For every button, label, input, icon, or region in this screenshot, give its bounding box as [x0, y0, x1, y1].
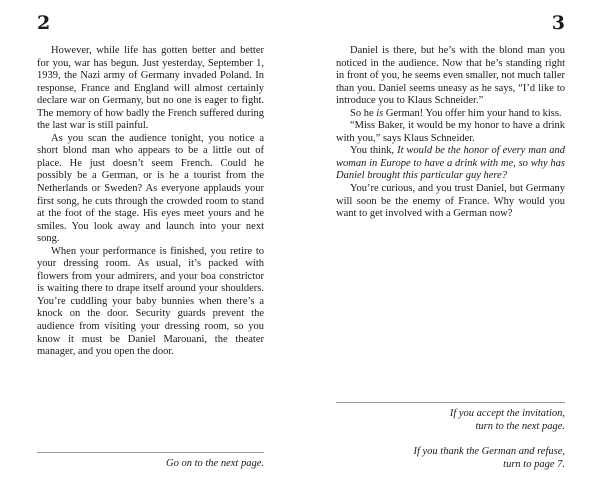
- choice-options: [336, 407, 565, 471]
- paragraph: “Miss Baker, it would be my honor to have a drink with you,” says Klaus Schneider.: [336, 120, 565, 144]
- page-number-right: 3: [551, 12, 565, 34]
- page-3: [336, 0, 565, 492]
- page-3-body: [336, 45, 565, 221]
- page-3-footer: [336, 402, 565, 483]
- paragraph: As you scan the audience tonight, you notice a short blond man who appears to be a little out of place. He just doesn’t seem French. Could he possibly be a German, or is he a tourist from the Netherlands or Sweden? As everyone applauds your first song, he cuts through the crowded room to stand at the foot of the stage. His eyes meet yours and he smiles. You look away and launch into your next song.: [37, 132, 264, 245]
- choice-instruction: If you thank the German and refuse, turn to page 7.: [413, 446, 565, 470]
- paragraph: When your performance is finished, you retire to your dressing room. As usual, it’s packed with flowers from your admirers, and your boa constrictor is waiting there to drape itself around your shoulders. You’re cuddling your baby bunnies when there’s a knock on the door. Security guards prevent the audience from visiting your dressing room, so you know it must be Daniel Marouani, the theater manager, and you open the door.: [37, 245, 264, 358]
- paragraph: You’re curious, and you trust Daniel, but Germany will soon be the enemy of France. Why would you want to get involved with a German now?: [336, 183, 565, 220]
- footer-divider-left: [37, 452, 264, 453]
- page-number-left: 2: [37, 12, 51, 34]
- page-2-footer: [37, 452, 264, 470]
- page-2-body: [37, 45, 264, 359]
- go-on-instruction: Go on to the next page.: [166, 458, 264, 469]
- choice-instruction: If you accept the invitation, turn to the next page.: [449, 408, 565, 432]
- page-2: [37, 0, 264, 492]
- paragraph: Daniel is there, but he’s with the blond man you noticed in the audience. Now that he’s standing right in front of you, he seems even smaller, not much taller than you. Daniel seems uneasy as he says, “I’d like to introduce you to Klaus Schneider.”: [336, 45, 565, 107]
- paragraph: You think, It would be the honor of every man and woman in Europe to have a drink with me, so why has Daniel brought this particular guy here?: [336, 145, 566, 182]
- paragraph: However, while life has gotten better and better for you, war has begun. Just yesterday, September 1, 1939, the Nazi army of Germany invaded Poland. In response, France and England will almost certainly declare war on Germany, but no one is eager to fight. The memory of how badly the French suffered during the last war is still painful.: [37, 45, 264, 132]
- footer-divider-right: [336, 402, 565, 403]
- paragraph: So he is German! You offer him your hand to kiss.: [350, 107, 562, 119]
